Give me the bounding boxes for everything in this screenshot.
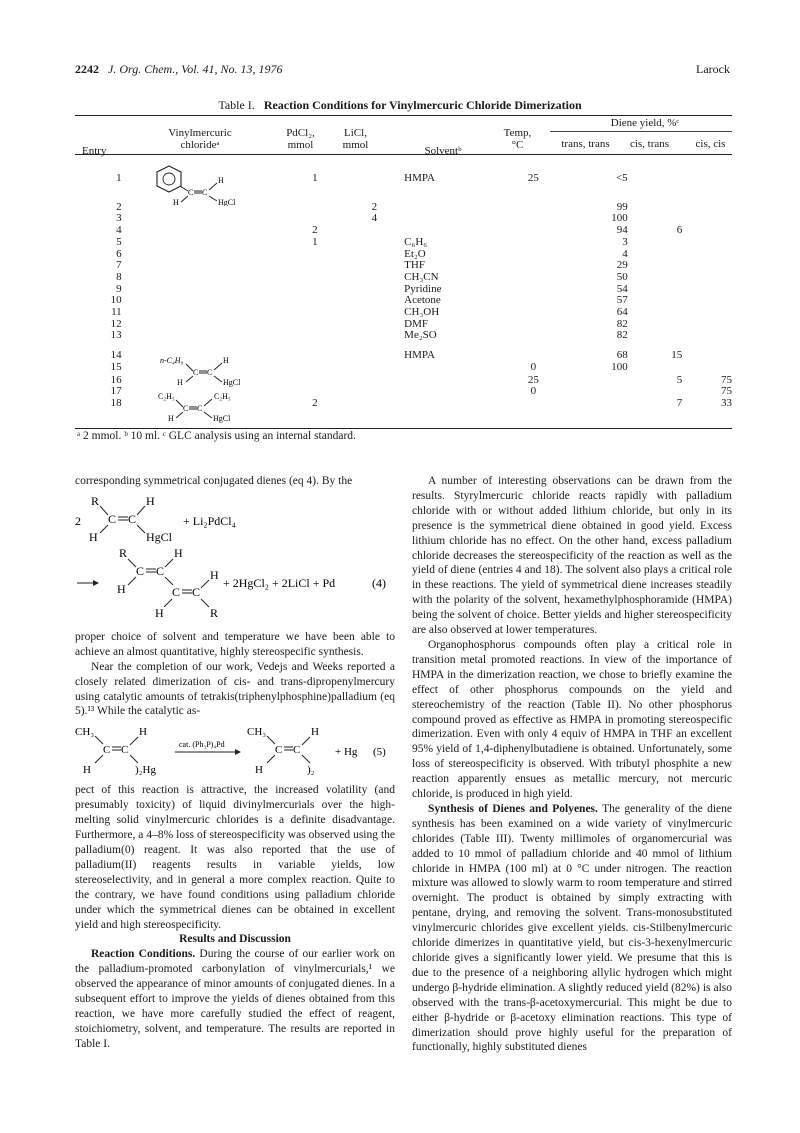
- table-cell-li: [345, 342, 405, 362]
- svg-text:R: R: [91, 493, 100, 508]
- svg-text:H: H: [89, 529, 98, 544]
- table-cell-ct: [628, 307, 683, 319]
- table-bottom-rule: [75, 428, 732, 429]
- table-row: [75, 307, 732, 319]
- table-cell-cc: [682, 260, 732, 272]
- svg-text:H: H: [155, 605, 164, 620]
- table-cell-pd: [285, 260, 345, 272]
- svg-text:H: H: [139, 726, 147, 739]
- cis-hexenyl-structure: [158, 389, 268, 425]
- table-cell-entry: 6: [116, 247, 122, 260]
- svg-text:C: C: [202, 188, 208, 197]
- hexenyl-structure: [160, 353, 270, 389]
- table-cell-entry: 7: [116, 259, 122, 272]
- table-cell-ct: [628, 362, 683, 374]
- table-cell-entry: 12: [110, 317, 122, 330]
- table-cell-temp: [504, 249, 564, 261]
- table-cell-tt: [563, 386, 628, 398]
- table-cell-ct: [628, 260, 683, 272]
- svg-text:CH₃: CH₃: [75, 726, 95, 739]
- table-cell-ct: 15: [671, 349, 683, 362]
- svg-text:H: H: [177, 378, 183, 387]
- table-cell-cc: [682, 213, 732, 225]
- svg-text:HgCl: HgCl: [223, 378, 241, 387]
- table-cell-pd: [285, 185, 345, 214]
- table-cell-entry: 3: [116, 212, 122, 225]
- table-cell-entry: 8: [116, 270, 122, 283]
- table-cell-tt: 82: [616, 317, 628, 330]
- header-pdcl2: PdCl₂, mmol: [286, 127, 315, 151]
- table-cell-ct: [628, 330, 683, 342]
- table-cell-ct: [628, 272, 683, 284]
- right-column: [412, 474, 732, 1055]
- table-cell-temp: [504, 295, 564, 307]
- table-cell-vinyl: [122, 225, 286, 237]
- table-cell-solvent: [404, 386, 503, 398]
- table-cell-cc: [682, 225, 732, 237]
- table-cell-pd: 1: [312, 172, 318, 184]
- table-cell-li: [345, 295, 405, 307]
- table-cell-cc: [682, 362, 732, 374]
- paragraph: Reaction Conditions. During the course of our earlier work on the palladium-promoted carbonylation of vinylmercurials,¹ we observed the appearance of minor amounts of conjugated dienes. In a subsequent effort to improve the yields of dienes obtained from this reaction, we have more carefully studied the effect of reagent, stoichiometry, solvent, and temperature. The results are reported in Table I.: [75, 948, 395, 1050]
- table-cell-tt: 64: [616, 306, 628, 319]
- table-cell-entry: 17: [110, 385, 122, 398]
- table-cell-entry: 5: [116, 235, 122, 248]
- table-cell-ct: 6: [676, 224, 683, 237]
- table-cell-cc: [682, 319, 732, 331]
- svg-text:H: H: [174, 545, 183, 560]
- table-cell-tt: 54: [616, 282, 628, 295]
- table-cell-solvent: THF: [404, 259, 425, 272]
- svg-text:C: C: [128, 511, 137, 526]
- table-cell-solvent: Me₂SO: [404, 329, 437, 342]
- header-diene-yield: Diene yield, %ᶜ: [610, 117, 680, 129]
- svg-text:C: C: [293, 744, 301, 757]
- svg-text:H: H: [210, 567, 219, 582]
- table-cell-pd: [285, 295, 345, 307]
- table-cell-ct: [628, 386, 683, 398]
- table-cell-entry: 2: [116, 200, 122, 213]
- section-heading: Results and Discussion: [179, 933, 291, 946]
- table-cell-vinyl: [122, 272, 286, 284]
- table-cell-cc: [682, 272, 732, 284]
- table-top-rule: [75, 115, 732, 116]
- table-cell-vinyl: [122, 237, 286, 249]
- table-cell-solvent: CH₃CN: [404, 270, 439, 283]
- table-cell-cc: [682, 237, 732, 249]
- table-cell-temp: [504, 307, 564, 319]
- table-cell-li: [345, 173, 405, 185]
- table-cell-ct: 5: [676, 373, 683, 386]
- table-cell-vinyl: [122, 260, 286, 272]
- header-entry: Entry: [82, 145, 107, 157]
- run-in-heading: Synthesis of Dienes and Polyenes.: [428, 802, 598, 815]
- table-cell-entry: 15: [110, 360, 122, 373]
- table-cell-ct: [628, 249, 683, 261]
- svg-text:)₂: )₂: [307, 764, 315, 777]
- table-cell-vinyl: [122, 307, 286, 319]
- svg-text:C: C: [207, 368, 213, 377]
- table-cell-temp: [504, 284, 564, 296]
- table-cell-cc: [682, 307, 732, 319]
- table-header-rule: [75, 154, 732, 155]
- header-cis-cis: cis, cis: [695, 138, 726, 150]
- svg-text:2: 2: [75, 513, 81, 528]
- table-cell-tt: 4: [622, 247, 628, 260]
- table-cell-tt: 100: [611, 212, 628, 225]
- table-cell-pd: 1: [312, 235, 318, 248]
- table-cell-ct: [628, 284, 683, 296]
- table-cell-li: [345, 237, 405, 249]
- table-cell-pd: 2: [312, 224, 318, 237]
- table-cell-cc: [682, 185, 732, 214]
- svg-text:H: H: [146, 493, 155, 508]
- svg-text:(4): (4): [372, 575, 386, 590]
- table-cell-solvent: DMF: [404, 317, 429, 330]
- svg-text:H: H: [218, 176, 224, 185]
- table-cell-vinyl: [122, 295, 286, 307]
- table-cell-temp: [504, 260, 564, 272]
- table-cell-ct: 7: [676, 396, 683, 409]
- table-cell-cc: [682, 295, 732, 307]
- header-vinyl: Vinylmercuric chlorideᵃ: [168, 127, 232, 151]
- table-cell-cc: [682, 342, 732, 362]
- table-cell-entry: 14: [110, 349, 122, 362]
- table-cell-pd: [285, 374, 345, 387]
- table-cell-temp: [504, 330, 564, 342]
- table-cell-cc: 33: [721, 396, 732, 409]
- table-cell-solvent: [404, 374, 503, 387]
- table-cell-vinyl: [122, 213, 286, 225]
- table-cell-solvent: HMPA: [404, 172, 435, 184]
- svg-text:cat. (Ph₃P)₄Pd: cat. (Ph₃P)₄Pd: [179, 740, 225, 750]
- table-cell-solvent: [404, 398, 503, 410]
- paragraph: A number of interesting observations can be drawn from the results. Styrylmercuric chloride reacts rapidly with palladium chloride with or without added lithium chloride, but only in its presence is the symmetrical diene obtained in good yield. Excess lithium chloride has no effect. On the other hand, excess palladium chloride decreases the stereospecificity of the reaction as well as the yield of diene (entries 4 and 18). The solvent also plays a critical role in these reactions. The yield of symmetrical diene increases steadily with the polarity of the solvent, hexamethylphosphoramide (HMPA) being the solvent of choice. Better yields and higher stereospecificity are also observed at lower temperatures.: [412, 475, 732, 637]
- table-cell-pd: [285, 307, 345, 319]
- paragraph: proper choice of solvent and temperature we have been able to achieve an almost quantitative, highly stereospecific synthesis.: [75, 630, 395, 658]
- svg-text:C: C: [108, 511, 117, 526]
- table-footnote: ᵃ 2 mmol. ᵇ 10 ml. ᶜ GLC analysis using an internal standard.: [77, 430, 356, 442]
- svg-text:H: H: [117, 581, 126, 596]
- running-head: [75, 62, 730, 77]
- paragraph: Near the completion of our work, Vedejs and Weeks reported a closely related dimerization of cis- and trans-dipropenylmercury using catalytic amounts of tetrakis(triphenylphosphine)palladium (eq 5).¹³ While the catalytic as-: [75, 660, 395, 718]
- table-cell-temp: 25: [527, 373, 539, 386]
- table-cell-pd: [285, 342, 345, 362]
- table-cell-ct: [628, 237, 683, 249]
- table-cell-tt: 100: [611, 360, 628, 373]
- svg-text:R: R: [119, 545, 128, 560]
- table-cell-ct: [628, 185, 683, 214]
- svg-text:(5): (5): [373, 746, 386, 759]
- svg-text:H: H: [255, 764, 263, 777]
- svg-text:H: H: [311, 726, 319, 739]
- table-cell-pd: [285, 330, 345, 342]
- svg-text:+ Hg: + Hg: [335, 746, 358, 759]
- svg-text:C: C: [103, 744, 111, 757]
- svg-text:C: C: [197, 404, 203, 413]
- header-trans-trans: trans, trans: [561, 138, 610, 150]
- table-cell-li: [345, 272, 405, 284]
- table-cell-cc: [682, 249, 732, 261]
- table-cell-li: 4: [371, 212, 378, 225]
- table-cell-li: [345, 260, 405, 272]
- table-cell-entry: 4: [116, 224, 122, 237]
- table-row: [75, 272, 732, 284]
- diene-group-rule: [550, 131, 732, 132]
- svg-text:H: H: [173, 198, 179, 206]
- table-cell-tt: 82: [616, 329, 628, 342]
- table-cell-li: [345, 386, 405, 398]
- table-cell-vinyl: [122, 284, 286, 296]
- table-cell-entry: 11: [111, 306, 122, 319]
- table-row: [75, 213, 732, 225]
- table-cell-temp: [504, 185, 564, 214]
- page-number: 2242: [75, 62, 99, 76]
- table-cell-li: 2: [371, 200, 378, 213]
- table-cell-li: [345, 284, 405, 296]
- header-temp: Temp, °C: [503, 127, 532, 151]
- table-cell-cc: 75: [721, 385, 732, 398]
- svg-text:C₂H₅: C₂H₅: [214, 392, 231, 401]
- paragraph: pect of this reaction is attractive, the increased volatility (and presumably toxicity) of liquid divinylmercurials over the high-melting solid vinylmercuric chlorides is a definite disadvantage. Furthermore, a 4–8% loss of stereospecificity was observed using the palladium(0) reagent. It was also reported that the use of palladium(II) reagents results in variable yields, low stereoselectivity, and in general a more complex reaction. Quite to the contrary, we have found conditions using palladium chloride under which the symmetrical dienes can be obtained in excellent yield and high stereospecificity.: [75, 784, 395, 931]
- paragraph: Organophosphorus compounds often play a critical role in transition metal promoted reactions. In view of the importance of HMPA in the dimerization reaction, we chose to briefly examine the effect of other phosphorus compounds on the yield and stereochemistry of the reaction (Table II). No other phosphorus compound proved as effective as HMPA in promoting stereospecific dimerization. Even with only 4 equiv of HMPA in THF an excellent 95% yield of 1,4-diphenylbutadiene is obtained. Unfortunately, some loss of stereospecificity is observed. With tributyl phosphite a new reaction apparently ensues as metallic mercury, not mercuric chloride, is produced in high yield.: [412, 638, 732, 801]
- table-cell-li: [345, 398, 405, 410]
- svg-text:H: H: [223, 356, 229, 365]
- svg-text:C: C: [193, 368, 199, 377]
- svg-text:C: C: [121, 744, 129, 757]
- table-cell-vinyl: [122, 249, 286, 261]
- table-cell-li: [345, 249, 405, 261]
- table-cell-vinyl: [122, 319, 286, 331]
- table-cell-entry: 10: [110, 294, 122, 307]
- table-cell-vinyl: [122, 330, 286, 342]
- table-cell-pd: 2: [312, 396, 318, 409]
- svg-text:H: H: [83, 764, 91, 777]
- svg-text:HgCl: HgCl: [218, 198, 236, 206]
- table-cell-temp: [504, 319, 564, 331]
- table-cell-solvent: [404, 213, 503, 225]
- table-cell-temp: 0: [530, 360, 537, 373]
- paragraph: Synthesis of Dienes and Polyenes. The generality of the diene synthesis has been examined on a wide variety of vinylmercuric chlorides (Table III). Twenty millimoles of organomercurial was added to 10 mmol of palladium chloride and 40 mmol of lithium chloride in HMPA (100 ml) at 0 °C under nitrogen. The reaction mixture was allowed to slowly warm to room temperature and stirred overnight. The product is obtained by simply extracting with pentane, drying, and removing the solvent. Trans-monosubstituted vinylmercuric chlorides give excellent yields. cis-Stilbenylmercuric chloride dimerizes in quantitative yield, but cis-3-hexenylmercuric chloride gives a significantly lower yield. We presume that this is due to the presence of a neighboring allylic hydrogen which might undergo β-hydride elimination. A slightly reduced yield (82%) is also observed with the trans-β-acetoxymercurial. This might be due to either β-hydride or β-acetoxy elimination reactions. This type of dimerization should prove highly useful for the preparation of functionally, highly substituted dienes: [412, 802, 732, 1054]
- paragraph: corresponding symmetrical conjugated dienes (eq 4). By the: [75, 475, 353, 487]
- svg-text:CH₃: CH₃: [247, 726, 267, 739]
- table-cell-solvent: Et₂O: [404, 247, 426, 260]
- table-cell-solvent: HMPA: [404, 349, 435, 362]
- left-column: [75, 474, 395, 1052]
- svg-text:C: C: [172, 584, 181, 599]
- svg-text:C: C: [156, 563, 165, 578]
- table-cell-li: [345, 225, 405, 237]
- equation-5: [75, 723, 395, 781]
- table-cell-solvent: CH₃OH: [404, 306, 440, 319]
- svg-text:+ 2HgCl₂ + 2LiCl + Pd: + 2HgCl₂ + 2LiCl + Pd: [223, 575, 336, 590]
- table-cell-pd: [285, 284, 345, 296]
- table-cell-temp: [504, 272, 564, 284]
- table-cell-tt: 50: [616, 270, 628, 283]
- table-row: [75, 330, 732, 342]
- run-in-heading: Reaction Conditions.: [91, 948, 196, 961]
- table-cell-cc: [682, 330, 732, 342]
- table-cell-pd: [285, 272, 345, 284]
- table-cell-ct: [628, 295, 683, 307]
- svg-text:C: C: [275, 744, 283, 757]
- header-solvent: Solventᵇ: [424, 145, 462, 157]
- svg-text:C: C: [188, 188, 194, 197]
- table-cell-pd: [285, 249, 345, 261]
- table-cell-entry: 16: [110, 373, 122, 386]
- svg-text:C: C: [136, 563, 145, 578]
- table-cell-li: [345, 330, 405, 342]
- svg-text:)₂Hg: )₂Hg: [135, 764, 156, 777]
- table-cell-solvent: Acetone: [404, 294, 441, 307]
- table-cell-pd: [285, 319, 345, 331]
- journal-citation: J. Org. Chem., Vol. 41, No. 13, 1976: [108, 62, 283, 76]
- table-cell-temp: [504, 398, 564, 410]
- header-cis-trans: cis, trans: [629, 138, 670, 150]
- table-cell-solvent: C₆H₆: [404, 235, 428, 248]
- table-cell-tt: <5: [615, 172, 628, 184]
- svg-text:H: H: [168, 414, 174, 423]
- table-cell-ct: [628, 173, 683, 185]
- table-cell-entry: 9: [116, 282, 122, 295]
- styryl-structure: [155, 161, 265, 206]
- table-cell-pd: [285, 362, 345, 374]
- table-cell-temp: [504, 213, 564, 225]
- table-title: [0, 98, 800, 113]
- table-cell-temp: [504, 237, 564, 249]
- table-cell-cc: [682, 173, 732, 185]
- table-cell-entry: 13: [110, 329, 122, 342]
- table-cell-li: [345, 307, 405, 319]
- table-cell-ct: [628, 319, 683, 331]
- svg-text:C: C: [183, 404, 189, 413]
- table-cell-li: [345, 374, 405, 387]
- svg-text:HgCl: HgCl: [213, 414, 231, 423]
- table-cell-temp: [504, 225, 564, 237]
- table-cell-li: [345, 362, 405, 374]
- table-cell-temp: 25: [527, 172, 539, 184]
- table-cell-ct: [628, 213, 683, 225]
- table-cell-tt: 68: [616, 349, 628, 362]
- table-cell-temp: [504, 342, 564, 362]
- table-cell-cc: [682, 284, 732, 296]
- table-cell-tt: 94: [616, 224, 628, 237]
- table-cell-solvent: Pyridine: [404, 282, 442, 295]
- table-cell-solvent: [404, 185, 503, 214]
- author-name: Larock: [696, 62, 730, 76]
- svg-text:n-C₄H₉: n-C₄H₉: [160, 356, 184, 365]
- table-row: [75, 237, 732, 249]
- table-cell-tt: 99: [616, 200, 628, 213]
- svg-text:R: R: [210, 605, 219, 620]
- table-cell-solvent: [404, 362, 503, 374]
- table-cell-tt: 29: [616, 259, 628, 272]
- header-licl: LiCl, mmol: [342, 127, 369, 151]
- table-cell-entry: 1: [116, 172, 122, 184]
- table-caption: Reaction Conditions for Vinylmercuric Chloride Dimerization: [263, 98, 582, 112]
- svg-text:C₂H₅: C₂H₅: [158, 392, 175, 401]
- table-cell-temp: 0: [530, 385, 537, 398]
- svg-text:HgCl: HgCl: [146, 529, 173, 544]
- svg-text:C: C: [192, 584, 201, 599]
- svg-text:+ Li₂PdCl₄: + Li₂PdCl₄: [183, 513, 236, 528]
- table-cell-tt: 57: [616, 294, 628, 307]
- equation-4: [75, 493, 395, 628]
- table-cell-cc: 75: [721, 373, 732, 386]
- table-cell-entry: 18: [110, 396, 122, 409]
- table-cell-tt: 3: [622, 235, 628, 248]
- table-cell-li: [345, 319, 405, 331]
- table-cell-tt: [563, 374, 628, 387]
- table-cell-tt: [563, 398, 628, 410]
- table-label: Table I.: [218, 98, 255, 112]
